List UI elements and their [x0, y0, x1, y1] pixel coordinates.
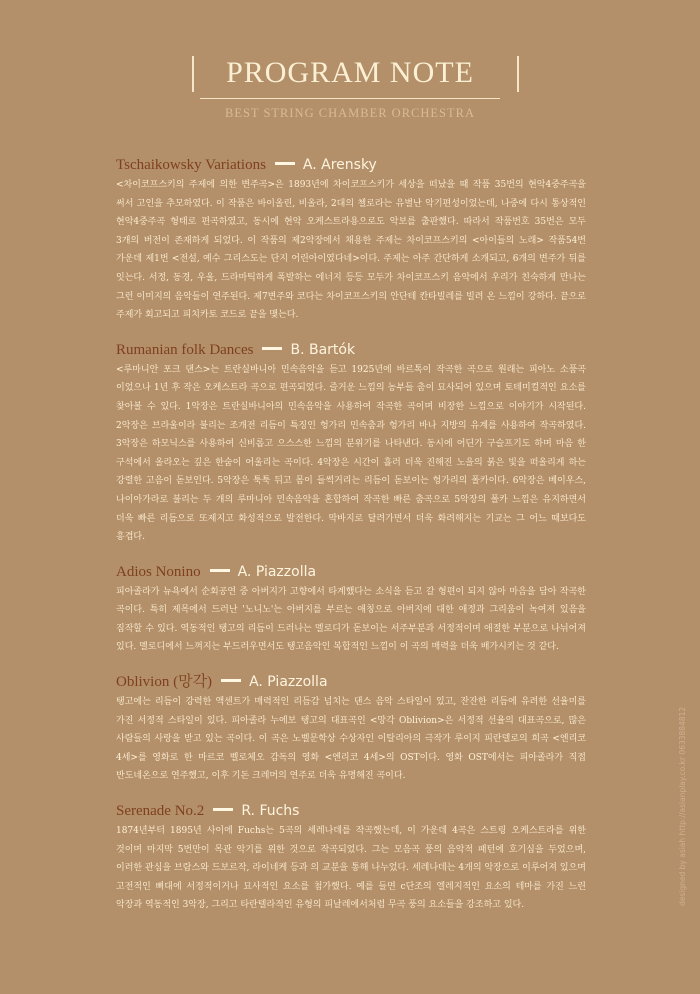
heading-dash [210, 569, 230, 572]
program-notes [116, 154, 586, 929]
section-composer: A. Piazzolla [249, 674, 328, 691]
section-serenade-no2 [116, 800, 586, 915]
title-bar-right [517, 56, 519, 92]
heading-dash [275, 162, 295, 165]
page-title: PROGRAM NOTE [226, 56, 474, 89]
section-title: Rumanian folk Dances [116, 341, 254, 358]
section-text: <루마니안 포크 댄스>는 트란실바니아 민속음악을 듣고 1925년에 바르톡이 작곡한 곡으로 원래는 피아노 소품곡 이었으나 1년 후 작은 오케스트라 곡으로 편곡되었다. 즐거운 느낌의 농부들 춤이 묘사되어 있으며 토테미컬적인 요소를 찾아볼 수 있다. 1악장은 트란실바니아의 민속음악을 사용하여 작곡한 곡이며 비장한 느낌으로 이야기가 시작된다. 2악장은 브라울이라 불리는 조개전 리듬이 특징인 헝가리 민속춤과 헝가리 바나 지방의 유계를 사용하여 작곡하였다. 3악장은 하모닉스를 사용하여 신비롭고 으스스한 느낌의 분위기를 나타낸다. 동시에 어딘가 구슬프기도 하며 마음 한 구석에서 올라오는 깊은 한숨이 어울리는 곡이다. 4악장은 시간이 흘러 더욱 진해진 노을의 붉은 빛을 떠올리게 하는 강렬한 고음이 돋보인다. 5악장은 툭툭 뒤고 몸이 들썩거리는 리듬이 돋보이는 헝가리의 폴카이다. 6악장은 베이우스, 나이아가라로 불리는 두 개의 루마니아 민속음악을 혼합하여 작곡한 빠른 춤곡으로 5악장의 폴카 느낌은 유지하면서 더욱 빠른 리듬으로 또제지고 화성적으로 발전한다. 막바지로 달려가면서 더욱 화려해지는 기교는 그 어느 때보다도 흥겹다. [116, 364, 586, 543]
page-subtitle: BEST STRING CHAMBER ORCHESTRA [225, 106, 475, 120]
section-rumanian-folk-dances [116, 339, 586, 547]
section-heading [116, 154, 586, 176]
section-text: <차이코프스키의 주제에 의한 변주곡>은 1893년에 차이코프스키가 세상을 떠났을 때 작품 35번의 현악4중주곡을 써서 고인을 추모하였다. 이 작품은 바이올린, 비올라, 2대의 첼로라는 유별난 악기편성이었는데, 나중에 다시 통상적인 현악4중주곡 형태로 편곡하였고, 동시에 현악 오케스트라용으로도 악보를 출판했다. 따라서 작품번호 35번은 모두 3개의 버전이 존재하게 되었다. 이 작품의 제2악장에서 채용한 주제는 차이코프스키의 <아이들의 노래> 작품54번 가운데 제1번 <전설, 예수 그리스도는 단지 어린아이였다네>이다. 주제는 아주 간단하게 소개되고, 6개의 변주가 뒤를 잇는다. 서정, 동경, 우울, 드라마틱하게 폭발하는 에너지 등등 모두가 차이코프스키 음악에서 우리가 친숙하게 만나는 그런 이미지의 음악들이 연주된다. 제7변주와 코다는 차이코프스키의 안단테 칸타빌레를 빌려 온 느낌이 강하다. 끝으로 주제가 회고되고 피치카토 코드로 끝을 맺는다. [116, 180, 586, 321]
section-tschaikowsky-variations [116, 154, 586, 325]
heading-dash [262, 347, 282, 350]
section-title: Tschaikowsky Variations [116, 157, 266, 173]
section-heading [116, 800, 586, 822]
section-oblivion [116, 671, 586, 786]
section-heading [116, 561, 586, 583]
title-bar-left [192, 56, 194, 92]
heading-dash [221, 679, 241, 682]
section-composer: A. Arensky [302, 157, 377, 173]
section-heading [116, 671, 586, 693]
section-title: Oblivion (망각) [116, 674, 213, 691]
section-composer: A. Piazzolla [237, 563, 317, 580]
title-underline [200, 98, 500, 99]
section-text: 피아졸라가 뉴욕에서 순회공연 중 아버지가 고향에서 타계했다는 소식을 듣고 갈 형편이 되지 않아 마음을 담아 작곡한 곡이다. 특히 제목에서 드러난 '노니노'는 아버지를 부르는 애칭으로 아버지에 대한 애정과 그리움이 녹여져 있음을 짐작할 수 있다. 역동적인 탱고의 리듬이 드러나는 멜로디가 돋보이는 서주부분과 서정적이며 애절한 부분으로 나뉘어져 있다. 멜로디에서 느껴지는 부드러우면서도 탱고음악인 복합적인 느낌이 이 곡의 매력을 더욱 배가시키는 것 같다. [116, 586, 586, 653]
section-composer: B. Bartók [290, 341, 356, 358]
page-header [0, 52, 700, 121]
section-heading [116, 339, 586, 361]
section-adios-nonino [116, 561, 586, 657]
designer-credit: designed by asiah http://asianplay.co.kr 0633884812 [678, 706, 687, 906]
title-row [0, 52, 700, 94]
section-text: 탱고에는 리듬이 강력한 액센트가 매력적인 리듬감 넘치는 댄스 음악 스타일이 있고, 잔잔한 리듬에 유려한 선율미를 가진 서정적 스타일이 있다. 피아졸라 누에보 탱고의 대표곡인 <망각 Oblivion>은 서정적 선율의 대표곡으로, 많은 사람들의 사랑을 받고 있는 곡이다. 이 곡은 노벨문학상 수상자인 이탈리아의 극작가 루이지 피란델로의 희곡 <엔리코 4세>를 영화로 한 마르코 벨로체오 감독의 영화 <엔리코 4세>의 OST이다. 영화 OST에서는 피아졸라가 직접 반도네온으로 연주했고, 이후 기돈 크레머의 연주로 더욱 유명해진 곡이다. [116, 697, 586, 782]
section-composer: R. Fuchs [241, 803, 300, 820]
heading-dash [213, 808, 233, 811]
section-title: Serenade No.2 [116, 803, 205, 820]
section-text: 1874년부터 1895년 사이에 Fuchs는 5곡의 세레나데를 작곡했는데, 이 가운데 4곡은 스트링 오케스트라를 위한 것이며 마지막 5번만이 목관 악기를 위한 것으로 작곡되었다. 그는 모음곡 풍의 음악적 패턴에 호기심을 두었으며, 이러한 관심을 브람스와 드보르작, 라이네케 등과 의 교분을 통해 나누었다. 세레나데는 4개의 악장으로 이루어져 있으며 고전적인 뼈대에 서정적이거나 묘사적인 요소를 첨가했다. 예를 들면 c단조의 엘레지적인 요소의 테마를 가진 느린 악장과 역동적인 3악장, 그리고 타란텔라적인 유형의 피날레에서처럼 무곡 풍의 요소들을 강조하고 있다. [116, 826, 586, 911]
section-title: Adios Nonino [116, 563, 201, 580]
